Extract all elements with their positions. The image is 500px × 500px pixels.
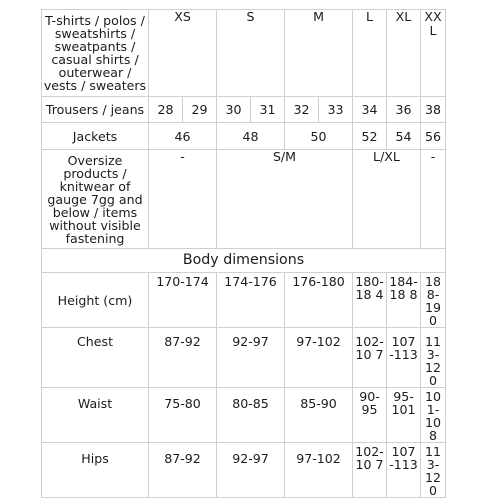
trousers-size: 33 bbox=[319, 97, 353, 123]
trousers-row bbox=[42, 97, 446, 123]
size-s: S bbox=[217, 10, 285, 97]
dimension-row-waist bbox=[42, 388, 446, 443]
dimension-value: 101-10 8 bbox=[421, 388, 446, 443]
dimension-value: 95-101 bbox=[387, 388, 421, 443]
dimension-value: 92-97 bbox=[217, 443, 285, 498]
trousers-size: 30 bbox=[217, 97, 251, 123]
trousers-size: 38 bbox=[421, 97, 446, 123]
dimension-value: 75-80 bbox=[149, 388, 217, 443]
size-chart bbox=[41, 9, 446, 498]
category-label-jackets: Jackets bbox=[42, 123, 149, 150]
size-table bbox=[41, 9, 446, 498]
oversize-size: L/XL bbox=[353, 150, 421, 249]
oversize-size: S/M bbox=[217, 150, 353, 249]
dimension-value: 107 -113 bbox=[387, 443, 421, 498]
dimension-value: 113-120 bbox=[421, 443, 446, 498]
size-xl: XL bbox=[387, 10, 421, 97]
jackets-row bbox=[42, 123, 446, 150]
dimension-value: 113-120 bbox=[421, 328, 446, 388]
dimension-value: 102-10 7 bbox=[353, 443, 387, 498]
dimension-value: 97-102 bbox=[285, 443, 353, 498]
dimension-value: 188-19 0 bbox=[421, 273, 446, 328]
jackets-size: 54 bbox=[387, 123, 421, 150]
jackets-size: 50 bbox=[285, 123, 353, 150]
dimension-label: Chest bbox=[42, 328, 149, 388]
header-row bbox=[42, 10, 446, 97]
dimension-value: 87-92 bbox=[149, 443, 217, 498]
oversize-size: - bbox=[421, 150, 446, 249]
category-label-oversize: Oversize products / knitwear of gauge 7gg and below / items without visible fastening bbox=[42, 150, 149, 249]
dimension-value: 184-18 8 bbox=[387, 273, 421, 328]
dimension-label: Height (cm) bbox=[42, 273, 149, 328]
trousers-size: 31 bbox=[251, 97, 285, 123]
dimension-value: 107 -113 bbox=[387, 328, 421, 388]
dimension-value: 102-10 7 bbox=[353, 328, 387, 388]
jackets-size: 56 bbox=[421, 123, 446, 150]
oversize-size: - bbox=[149, 150, 217, 249]
category-label-casual: T-shirts / polos / sweatshirts / sweatpants / casual shirts / outerwear / vests / sweaters bbox=[42, 10, 149, 97]
size-m: M bbox=[285, 10, 353, 97]
section-title-row bbox=[42, 249, 446, 273]
size-xxl: XX L bbox=[421, 10, 446, 97]
dimension-row-hips bbox=[42, 443, 446, 498]
section-title: Body dimensions bbox=[42, 249, 446, 273]
dimension-value: 180-18 4 bbox=[353, 273, 387, 328]
category-label-trousers: Trousers / jeans bbox=[42, 97, 149, 123]
dimension-row-height bbox=[42, 273, 446, 328]
size-xs: XS bbox=[149, 10, 217, 97]
dimension-value: 90-95 bbox=[353, 388, 387, 443]
trousers-size: 32 bbox=[285, 97, 319, 123]
trousers-size: 28 bbox=[149, 97, 183, 123]
dimension-value: 85-90 bbox=[285, 388, 353, 443]
dimension-value: 92-97 bbox=[217, 328, 285, 388]
dimension-value: 87-92 bbox=[149, 328, 217, 388]
jackets-size: 48 bbox=[217, 123, 285, 150]
dimension-value: 176-180 bbox=[285, 273, 353, 328]
dimension-row-chest bbox=[42, 328, 446, 388]
dimension-value: 170-174 bbox=[149, 273, 217, 328]
jackets-size: 52 bbox=[353, 123, 387, 150]
size-l: L bbox=[353, 10, 387, 97]
trousers-size: 34 bbox=[353, 97, 387, 123]
dimension-value: 97-102 bbox=[285, 328, 353, 388]
trousers-size: 29 bbox=[183, 97, 217, 123]
dimension-value: 80-85 bbox=[217, 388, 285, 443]
jackets-size: 46 bbox=[149, 123, 217, 150]
dimension-label: Waist bbox=[42, 388, 149, 443]
dimension-value: 174-176 bbox=[217, 273, 285, 328]
dimension-label: Hips bbox=[42, 443, 149, 498]
oversize-row bbox=[42, 150, 446, 249]
trousers-size: 36 bbox=[387, 97, 421, 123]
